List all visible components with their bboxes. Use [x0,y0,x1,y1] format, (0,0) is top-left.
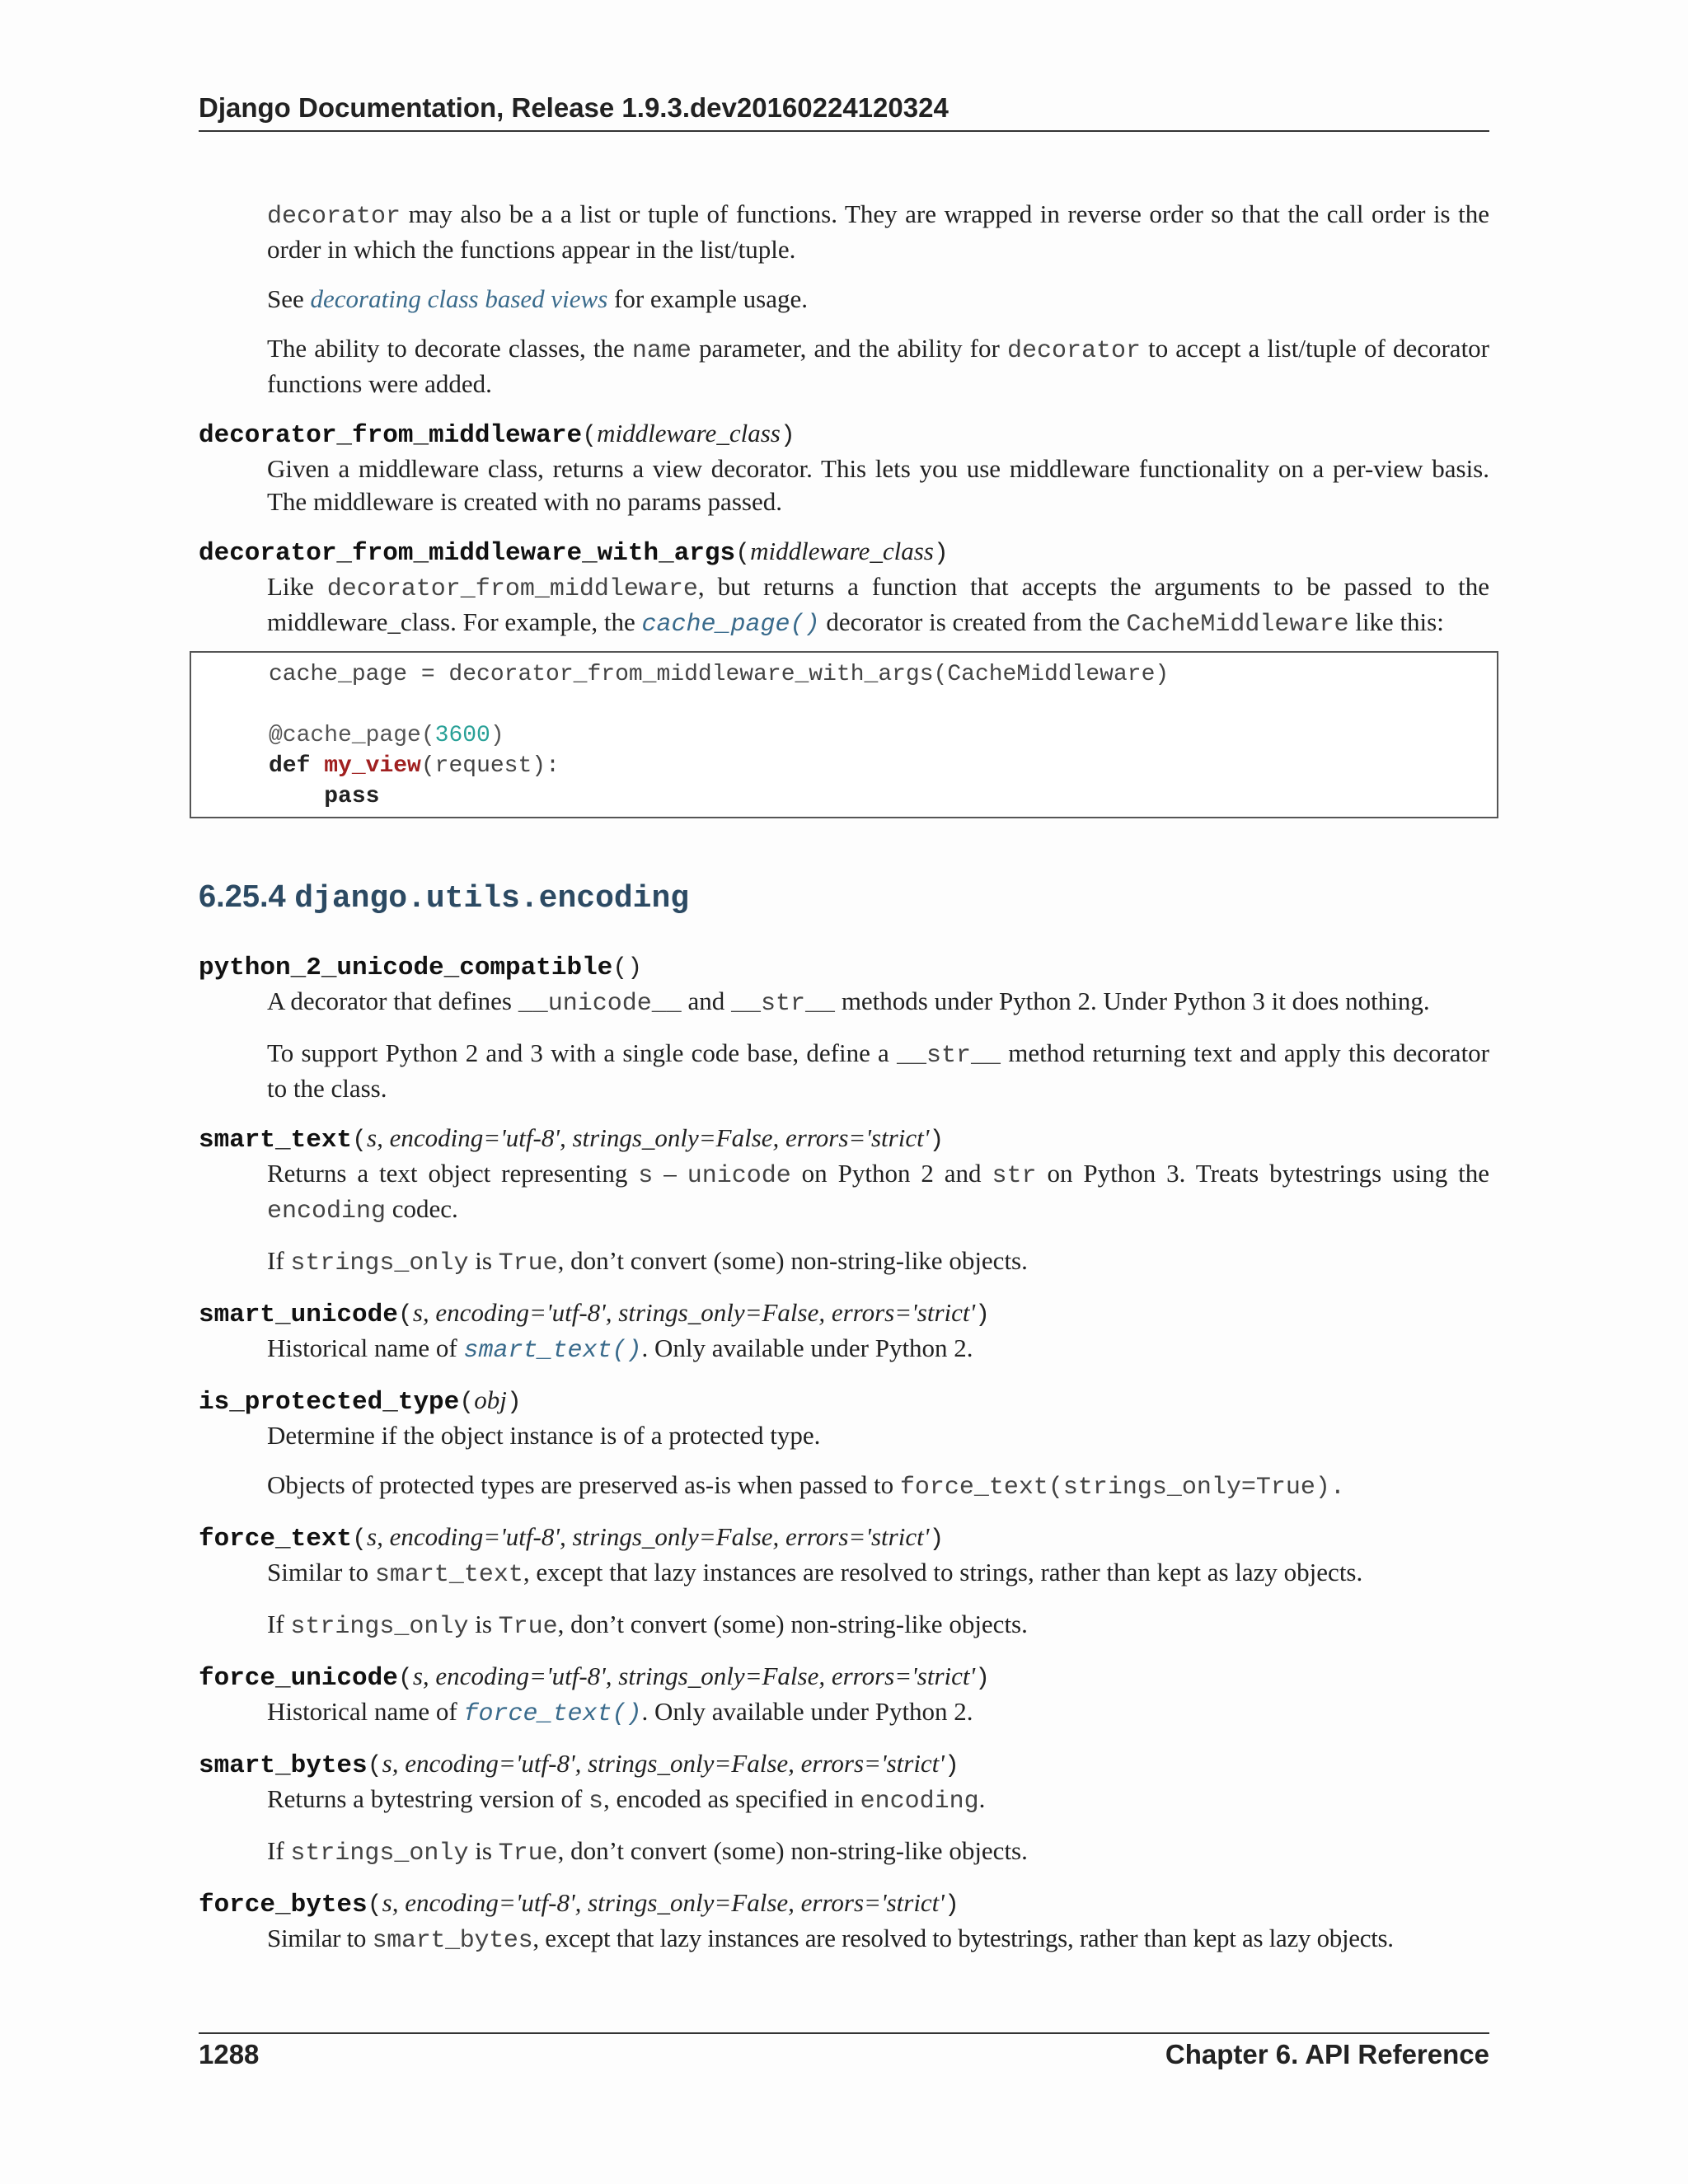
text: Similar to [267,1558,369,1586]
function-name: decorator_from_middleware_with_args [199,539,736,568]
intro-paragraph-3 [267,332,1489,401]
function-name: smart_unicode [199,1301,398,1329]
text: – [663,1159,677,1188]
text: may also be a a list or tuple of functions. They are wrapped in reverse order so that the call order is the order in which the functions appear in the list/tuple. [267,199,1490,264]
text: Historical name of [267,1333,457,1362]
running-header [199,92,1489,132]
inline-code: str [992,1162,1037,1190]
inline-code: __unicode__ [518,990,682,1018]
text: for example usage. [614,284,809,313]
function-signature: smart_unicode(s, encoding='utf-8', strings_only=False, errors='strict') [199,1298,991,1329]
function-signature [199,949,1489,985]
number-token: 3600 [434,723,490,748]
page-content [199,198,1489,1974]
inline-code: strings_only [290,1840,469,1868]
text: , except that lazy instances are resolved to bytestrings, rather than kept as lazy objects. [532,1924,1394,1952]
text: , encoded as specified in [603,1784,854,1813]
text: is [475,1836,492,1865]
inline-code: s [588,1788,604,1816]
function-description [267,1695,1489,1731]
text: The ability to decorate classes, the [267,334,625,363]
function-args: s, encoding='utf-8', strings_only=False, errors='strict' [382,1749,945,1778]
text: . [978,1784,986,1813]
function-entry-force-unicode [199,1660,1489,1731]
inline-code: unicode [687,1162,791,1190]
function-description: Determine if the object instance is of a protected type. [267,1421,821,1450]
inline-code: True [498,1249,558,1277]
text: . Only available under Python 2. [641,1697,973,1726]
function-name: force_text [199,1525,353,1554]
inline-code: strings_only [290,1249,469,1277]
strings-only-note [267,1244,1489,1280]
text: on Python 3. Treats bytestrings using the [1047,1159,1490,1188]
inline-code: smart_text [374,1561,523,1589]
text: , except that lazy instances are resolved to strings, rather than kept as lazy objects. [523,1558,1363,1586]
function-name: smart_text [199,1126,353,1155]
code-line [269,723,504,748]
function-signature: force_unicode(s, encoding='utf-8', strings_only=False, errors='strict') [199,1661,991,1693]
inline-code: strings_only [290,1613,469,1641]
inline-code: encoding [267,1197,387,1226]
strings-only-note [267,1608,1489,1643]
function-entry-smart-bytes [199,1747,1489,1870]
function-description [267,1922,1489,1957]
function-name: smart_bytes [199,1751,368,1780]
page-footer [199,2032,1489,2070]
inline-code: decorator [1006,337,1141,365]
inline-code: __str__ [897,1042,1001,1070]
function-name: decorator_from_middleware [199,421,583,450]
function-description [267,570,1489,641]
text: If [267,1836,284,1865]
decorating-class-based-views-link[interactable]: decorating class based views [310,284,608,313]
function-signature: decorator_from_middleware_with_args(middleware_class) [199,537,949,568]
text: See [267,284,304,313]
inline-code: force_text(strings_only=True). [899,1474,1345,1502]
function-signature: force_text(s, encoding='utf-8', strings_only=False, errors='strict') [199,1522,945,1554]
force-text-link[interactable]: force_text() [463,1700,642,1728]
text: , don’t convert (some) non-string-like objects. [557,1836,1028,1865]
function-entry-is-protected-type [199,1384,1489,1504]
page-number: 1288 [199,2039,260,2069]
inline-code: __str__ [731,990,836,1018]
text: , but returns a function that accepts the arguments to be passed to the middleware_class. For example, the [267,572,1489,636]
function-description [267,1783,1489,1818]
header-title: Django Documentation, Release 1.9.3.dev20160224120324 [199,92,949,123]
text: Objects of protected types are preserved as-is when passed to [267,1470,894,1499]
function-args: s, encoding='utf-8', strings_only=False, errors='strict' [412,1298,976,1327]
code-line: cache_page = decorator_from_middleware_with_args(CacheMiddleware) [269,662,1170,687]
function-description [267,1157,1489,1228]
code-token: (request): [420,753,560,779]
paren-token: ) [490,723,504,748]
text: and [687,987,725,1015]
text: Historical name of [267,1697,457,1726]
function-parens: () [612,954,643,982]
function-entry-decorator-from-middleware-with-args [199,535,1489,641]
function-name: force_unicode [199,1664,398,1693]
function-name-token: my_view [324,753,421,779]
inline-code: CacheMiddleware [1126,611,1349,639]
smart-text-link[interactable]: smart_text() [463,1337,642,1365]
decorator-token: @cache_page( [269,723,435,748]
text: To support Python 2 and 3 with a single code base, define a [267,1038,889,1067]
function-name: python_2_unicode_compatible [199,954,613,982]
text: . Only available under Python 2. [641,1333,973,1362]
text: is [475,1610,492,1638]
function-signature: force_bytes(s, encoding='utf-8', strings_only=False, errors='strict') [199,1888,959,1919]
text: Like [267,572,314,601]
function-args: s, encoding='utf-8', strings_only=False, errors='strict' [382,1888,945,1917]
inline-code: name [631,337,692,365]
function-signature: decorator_from_middleware(middleware_class) [199,419,795,450]
text: methods under Python 2. Under Python 3 it does nothing. [841,987,1430,1015]
text: to accept a list/tuple of decorator functions were added. [267,334,1490,398]
function-args: middleware_class [750,537,934,565]
function-entry-force-bytes [199,1886,1489,1957]
function-args: s, encoding='utf-8', strings_only=False, errors='strict' [367,1522,930,1551]
function-description [267,1556,1489,1591]
text: , don’t convert (some) non-string-like objects. [557,1246,1028,1275]
function-entry-python-2-unicode-compatible [199,949,1489,1105]
function-description [267,1037,1489,1105]
function-entry-decorator-from-middleware [199,417,1489,518]
text: If [267,1610,284,1638]
function-entry-smart-unicode [199,1296,1489,1367]
strings-only-note [267,1835,1489,1870]
function-entry-smart-text [199,1122,1489,1280]
inline-code: encoding [860,1788,979,1816]
chapter-title: Chapter 6. API Reference [1165,2039,1489,2069]
function-name: force_bytes [199,1891,368,1919]
keyword-token: pass [324,784,380,809]
text: , don’t convert (some) non-string-like objects. [557,1610,1028,1638]
function-name: is_protected_type [199,1388,460,1417]
inline-code: decorator_from_middleware [326,575,698,603]
inline-code: s [638,1162,654,1190]
intro-paragraph-1 [267,198,1489,266]
section-number: 6.25.4 [199,879,286,914]
inline-code: smart_bytes [372,1927,533,1955]
text: Returns a text object representing [267,1159,628,1188]
text: A decorator that defines [267,987,512,1015]
function-args: s, encoding='utf-8', strings_only=False, errors='strict' [367,1123,930,1152]
function-args: middleware_class [597,419,781,448]
text: If [267,1246,284,1275]
text: on Python 2 and [801,1159,982,1188]
text: Similar to [267,1924,367,1952]
function-description [267,985,1489,1020]
text: codec. [392,1194,458,1223]
function-signature: smart_bytes(s, encoding='utf-8', strings_only=False, errors='strict') [199,1749,959,1780]
inline-code: True [498,1840,558,1868]
function-args: obj [474,1385,507,1414]
text: Returns a bytestring version of [267,1784,583,1813]
function-signature: smart_text(s, encoding='utf-8', strings_only=False, errors='strict') [199,1123,945,1155]
text: method returning text and apply this decorator to the class. [267,1038,1490,1103]
intro-paragraph-2 [267,283,1489,316]
inline-code: decorator [267,203,401,231]
text: decorator is created from the [826,607,1120,636]
function-description [267,1469,1489,1504]
section-heading [199,878,1489,918]
text: like this: [1355,607,1444,636]
function-description [267,1332,1489,1367]
function-description: Given a middleware class, returns a view decorator. This lets you use middleware functionality on a per-view basis. The middleware is created with no params passed. [267,454,1489,516]
inline-code: True [498,1613,558,1641]
function-entry-force-text [199,1521,1489,1643]
section-module-name: django.utils.encoding [294,881,690,916]
function-args: s, encoding='utf-8', strings_only=False, errors='strict' [412,1661,976,1690]
cache-page-link[interactable]: cache_page() [641,611,820,639]
code-block [190,651,1498,818]
keyword-token: def [269,753,311,779]
function-signature: is_protected_type(obj) [199,1385,522,1417]
text: parameter, and the ability for [698,334,1000,363]
text: is [475,1246,492,1275]
